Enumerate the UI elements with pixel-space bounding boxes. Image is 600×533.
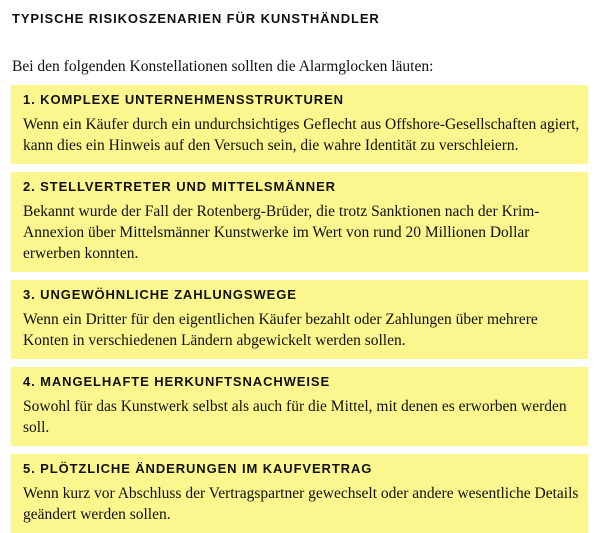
intro-text: Bei den folgenden Konstellationen sollten die Alarmglocken läuten: <box>12 58 434 75</box>
risk-description: Wenn kurz vor Abschluss der Vertragspartner gewechselt oder andere wesentliche Details geändert werden sollen. <box>23 485 579 523</box>
risk-heading: 3. UNGEWÖHNLICHE ZAHLUNGSWEGE <box>23 287 297 302</box>
section-title: TYPISCHE RISIKOSZENARIEN FÜR KUNSTHÄNDLER <box>12 11 380 26</box>
risk-heading: 4. MANGELHAFTE HERKUNFTSNACHWEISE <box>23 374 331 389</box>
risk-description: Wenn ein Dritter für den eigentlichen Käufer bezahlt oder Zahlungen über mehrere Konten in verschiedenen Ländern abgewickelt werden sollen. <box>23 311 538 349</box>
risk-description: Bekannt wurde der Fall der Rotenberg-Brüder, die trotz Sanktionen nach der Krim-Annexion über Mittelsmänner Kunstwerke im Wert von rund 20 Millionen Dollar erwerben konnten. <box>23 203 540 262</box>
risk-description: Wenn ein Käufer durch ein undurchsichtiges Geflecht aus Offshore-Gesellschaften agiert, kann dies ein Hinweis auf den Versuch sein, die wahre Identität zu verschleiern. <box>23 116 580 154</box>
risk-description: Sowohl für das Kunstwerk selbst als auch für die Mittel, mit denen es erworben werden soll. <box>23 398 567 436</box>
risk-heading: 5. PLÖTZLICHE ÄNDERUNGEN IM KAUFVERTRAG <box>23 461 373 476</box>
risk-heading: 1. KOMPLEXE UNTERNEHMENSSTRUKTUREN <box>23 92 344 107</box>
risk-scenario-list <box>11 85 592 533</box>
risk-box-2 <box>11 172 588 272</box>
risk-box-3 <box>11 280 588 359</box>
risk-box-4 <box>11 367 588 446</box>
risk-heading: 2. STELLVERTRETER UND MITTELSMÄNNER <box>23 179 336 194</box>
risk-box-5 <box>11 454 588 533</box>
risk-box-1 <box>11 85 588 164</box>
